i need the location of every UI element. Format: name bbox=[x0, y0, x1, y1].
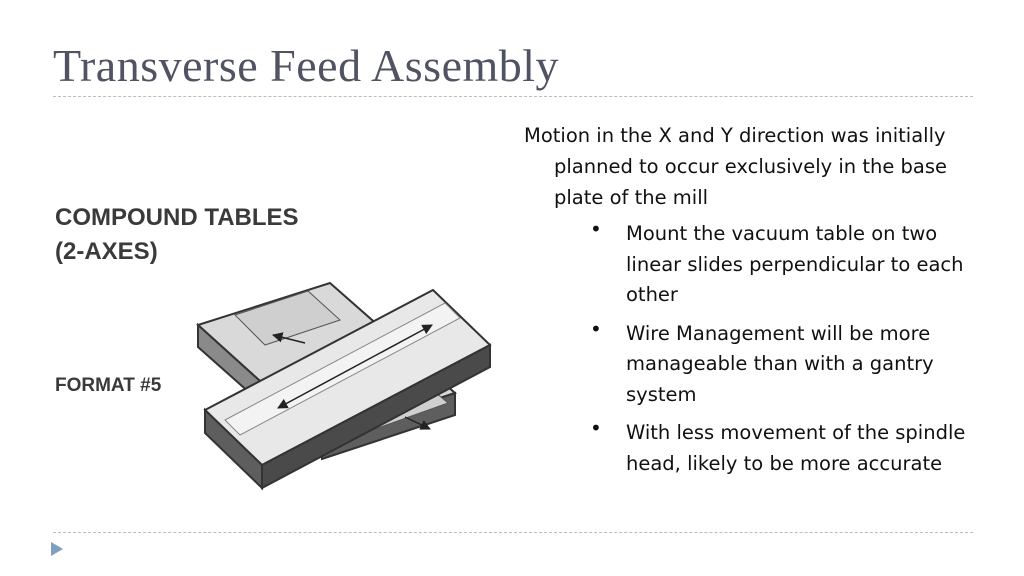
bullet-dot-icon: • bbox=[590, 217, 602, 241]
title-divider bbox=[53, 96, 973, 97]
lead-paragraph: Motion in the X and Y direction was initially planned to occur exclusively in the base plate of the mill bbox=[524, 124, 948, 209]
figure-format-label: FORMAT #5 bbox=[55, 375, 162, 396]
bullet-list bbox=[524, 219, 974, 479]
bullet-dot-icon: • bbox=[590, 416, 602, 440]
next-slide-arrow-icon[interactable] bbox=[51, 542, 63, 556]
slide-body bbox=[524, 120, 974, 487]
figure-heading-line2: (2-AXES) bbox=[55, 238, 158, 265]
bullet-item bbox=[524, 219, 974, 311]
compound-table-figure bbox=[50, 195, 510, 505]
bullet-item bbox=[524, 418, 974, 479]
figure-heading bbox=[55, 201, 299, 269]
footer-divider bbox=[53, 532, 973, 533]
bullet-item bbox=[524, 316, 974, 411]
bullet-text: Mount the vacuum table on two linear slides perpendicular to each other bbox=[626, 222, 964, 306]
figure-heading-line1: COMPOUND TABLES bbox=[55, 204, 299, 231]
bullet-dot-icon: • bbox=[590, 316, 602, 341]
bullet-text: Wire Management will be more manageable than with a gantry system bbox=[626, 321, 934, 406]
slide-title: Transverse Feed Assembly bbox=[53, 40, 560, 91]
bullet-text: With less movement of the spindle head, likely to be more accurate bbox=[626, 421, 966, 475]
